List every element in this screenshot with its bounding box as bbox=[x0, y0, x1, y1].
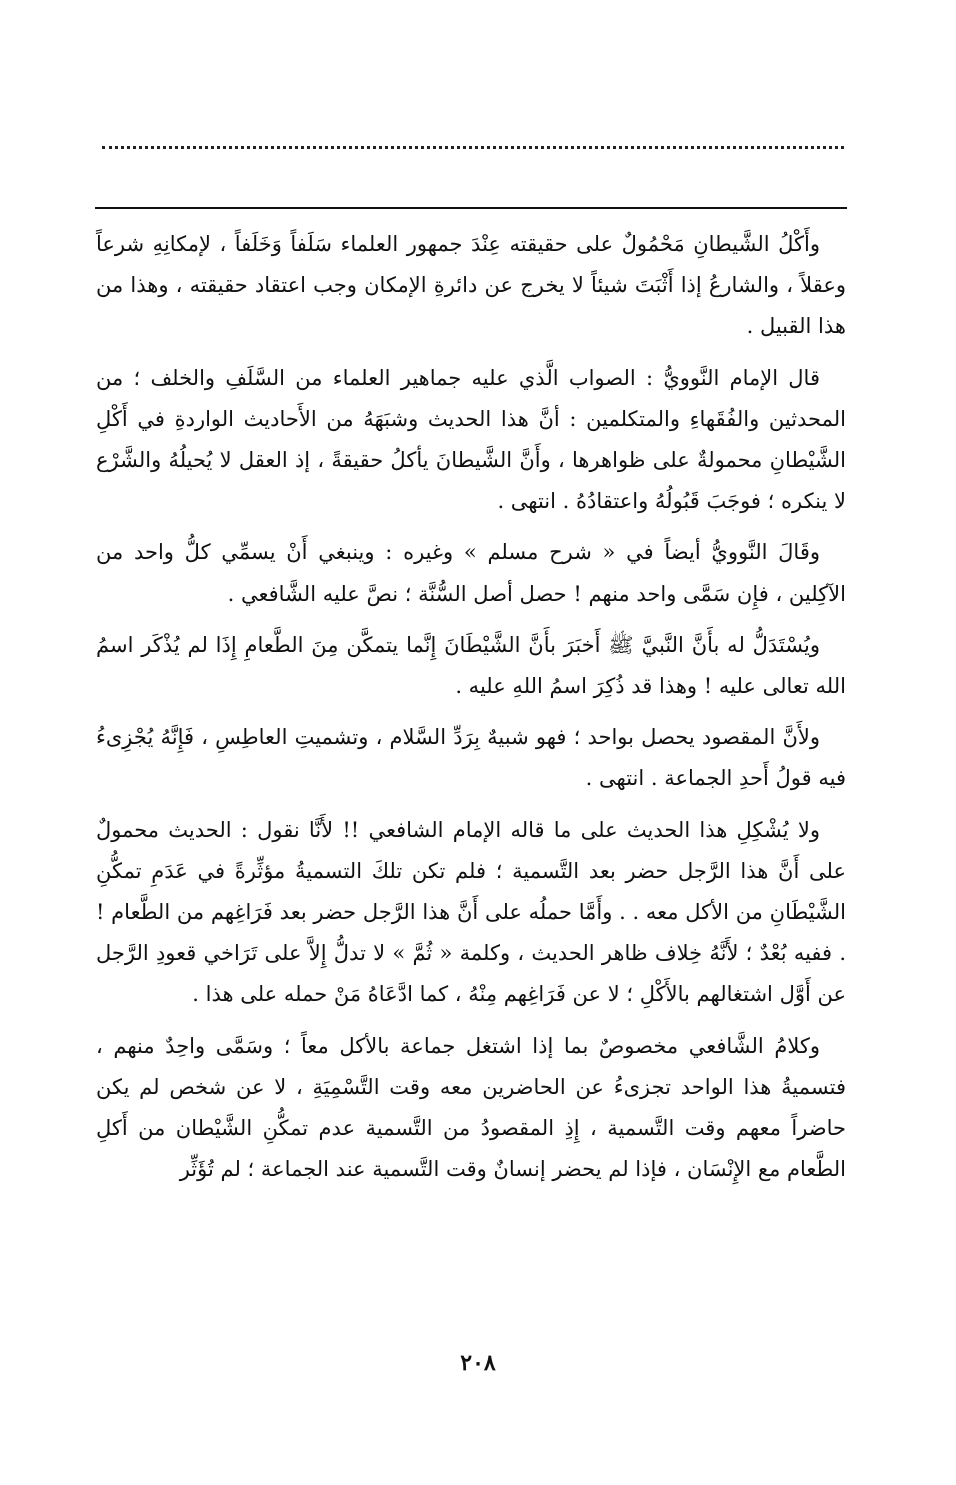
paragraph: ولأَنَّ المقصود يحصل بواحد ؛ فهو شبيهٌ بِرَدِّ السَّلام ، وتشميتِ العاطِسِ ، فَإِنَّهُ يُجْزِىءُ فيه قولُ أَحدِ الجماعة . انتهى . bbox=[96, 725, 846, 791]
horizontal-rule bbox=[95, 207, 847, 209]
paragraph: وأَكْلُ الشَّيطانِ مَحْمُولٌ على حقيقته عِنْدَ جمهور العلماء سَلَفاً وَخَلَفاً ، لإمكانِهِ شرعاً وعقلاً ، والشارعُ إذا أَثْبَتَ شيئاً لا يخرج عن دائرةِ الإمكان وجب اعتقاد حقيقته ، وهذا من هذا القبيل . bbox=[96, 232, 846, 339]
main-text bbox=[96, 224, 846, 1200]
page-number: ٢٠٨ bbox=[460, 1350, 496, 1376]
paragraph: ويُسْتَدَلُّ له بأَنَّ النَّبيَّ ﷺ أَخبَرَ بأَنَّ الشَّيْطَانَ إِنَّما يتمكَّن مِنَ الطَّعامِ إِذَا لم يُذْكَر اسمُ الله تعالى عليه ! وهذا قد ذُكِرَ اسمُ اللهِ عليه . bbox=[96, 632, 846, 699]
paragraph: قال الإمام النَّوويُّ : الصواب الَّذي عليه جماهير العلماء من السَّلَفِ والخلف ؛ من المحدثين والفُقَهاءِ والمتكلمين : أنَّ هذا الحديث وشبَهَهُ من الأَحاديث الواردةِ في أَكْلِ الشَّيْطانِ محمولةٌ على ظواهرها ، وأَنَّ الشَّيطانَ يأكلُ حقيقةً ، إذ العقل لا يُحيلُهُ والشَّرْع لا ينكره ؛ فوجَبَ قَبُولُهُ واعتقادُهُ . انتهى . bbox=[96, 365, 846, 514]
dotted-separator bbox=[102, 146, 844, 166]
paragraph: وقَالَ النَّوويُّ أيضاً في « شرح مسلم » وغيره : وينبغي أَنْ يسمِّي كلُّ واحد من الآكِلين ، فإِن سَمَّى واحد منهم ! حصل أصل السُّنَّة ؛ نصَّ عليه الشَّافعي . bbox=[96, 540, 846, 606]
paragraph: وكلامُ الشَّافعي مخصوصٌ بما إذا اشتغل جماعة بالأكل معاً ؛ وسَمَّى واحِدٌ منهم ، فتسميةُ هذا الواحد تجزىءُ عن الحاضرين معه وقت التَّسْمِيَةِ ، لا عن شخص لم يكن حاضراً معهم وقت التَّسمية ، إِذِ المقصودُ من التَّسمية عدم تمكُّنِ الشَّيْطان من أَكلِ الطَّعام مع الإِنْسَان ، فإذا لم يحضر إنسانٌ وقت التَّسمية عند الجماعة ؛ لم تُؤَثِّر bbox=[96, 1033, 846, 1182]
paragraph: ولا يُشْكِلِ هذا الحديث على ما قاله الإمام الشافعي !! لأَنَّا نقول : الحديث محمولٌ على أَنَّ هذا الرَّجل حضر بعد التَّسمية ؛ فلم تكن تلكَ التسميةُ مؤثِّرةً في عَدَمِ تمكُّنِ الشَّيْطَانِ من الأكل معه . . وأَمَّا حملُه على أَنَّ هذا الرَّجل حضر بعد فَرَاغِهم من الطَّعام ! . ففيه بُعْدٌ ؛ لأَنَّهُ خِلاف ظاهر الحديث ، وكلمة « ثُمَّ » لا تدلُّ إِلاَّ على تَرَاخي قعودِ الرَّجل عن أَوَّل اشتغالهم بالأَكْلِ ؛ لا عن فَرَاغِهم مِنْهُ ، كما ادَّعَاهُ مَنْ حمله على هذا . bbox=[96, 817, 846, 1007]
